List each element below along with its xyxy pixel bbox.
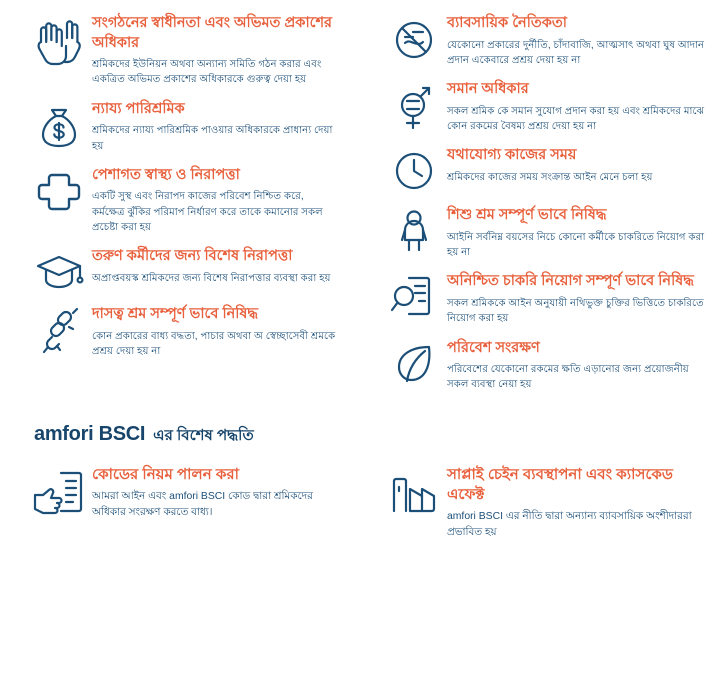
principle-desc: যেকোনো প্রকারের দুর্নীতি, চাঁদাবাজি, আত্মসাৎ অথবা ঘুষ আদান প্রদান একেবারে প্রশ্রয় দেয়া হয় না [447, 39, 705, 66]
principle-item [0, 160, 355, 241]
method-text [90, 465, 345, 520]
principle-item [355, 333, 724, 399]
method-title: কোডের নিয়ম পালন করা [92, 465, 239, 483]
leaf-icon [383, 339, 445, 387]
principle-title: পরিবেশ সংরক্ষণ [447, 339, 540, 356]
principle-title: পেশাগত স্বাস্থ্য ও নিরাপত্তা [92, 166, 240, 183]
principle-title: যথাযোগ্য কাজের সময় [447, 147, 577, 164]
principle-text [445, 339, 714, 393]
brand-label: amfori BSCI [34, 422, 146, 445]
principle-text [90, 14, 345, 88]
principle-desc: অপ্রাপ্তবয়স্ক শ্রমিকদের জন্য বিশেষ নিরাপত্তার ব্যবস্থা করা হয় [92, 272, 331, 284]
principle-desc: শ্রমিকদের ইউনিয়ন অথবা অন্যান্য সমিতি গঠন করার এবং একত্রিত অভিমত প্রকাশের অধিকারকে গুরুত্ব দেয়া হয় [92, 59, 322, 86]
principle-text [445, 206, 714, 260]
clock-icon [383, 146, 445, 194]
principle-item [355, 8, 724, 74]
principle-text [445, 146, 658, 185]
principle-title: তরুণ কর্মীদের জন্য বিশেষ নিরাপত্তা [92, 248, 293, 265]
principle-desc: পরিবেশের যেকোনো রকমের ক্ষতি এড়ানোর জন্য প্রয়োজনীয় সকল ব্যবস্থা নেয়া হয় [447, 364, 689, 391]
principle-item [355, 140, 724, 200]
principle-title: সংগঠনের স্বাধীনতা এবং অভিমত প্রকাশের অধিকার [92, 15, 333, 51]
method-item [355, 455, 724, 547]
principle-item [355, 266, 724, 332]
section-heading-suffix: এর বিশেষ পদ্ধতি [153, 426, 254, 444]
principle-desc: সকল শ্রমিক কে সমান সুযোগ প্রদান করা হয় এবং শ্রমিকদের মাঝে কোন রকমের বৈষম্য প্রশ্রয় দেয়া হয় না [447, 105, 705, 133]
principle-title: শিশু শ্রম সম্পূর্ণ ভাবে নিষিদ্ধ [447, 207, 607, 224]
principle-title: সমান অধিকার [447, 81, 529, 98]
broken-chain-icon [28, 305, 90, 361]
method-title: সাপ্লাই চেইন ব্যবস্থাপনা এবং ক্যাসকেড এফেক্ট [447, 465, 673, 504]
principle-text [445, 80, 714, 134]
principle-title: দাসত্ব শ্রম সম্পূর্ণ ভাবে নিষিদ্ধ [92, 306, 259, 323]
child-icon [383, 206, 445, 256]
principle-desc: আইনি সর্বনিম্ন বয়সের নিচে কোনো কর্মীকে চাকরিতে নিয়োগ করা হয় না [447, 231, 705, 259]
principle-desc: একটি সুস্থ এবং নিরাপদ কাজের পরিবেশ নিশ্চিত করে, কর্মক্ষেত্র ঝুঁকির পরিমাপ নির্ধারণ করে তাকে কমানোর সকল প্রচেষ্টা করা হয় [92, 191, 323, 234]
magnifier-document-icon [383, 272, 445, 324]
method-text [445, 465, 714, 541]
method-item [0, 455, 355, 547]
method-desc: amfori BSCI এর নীতি দ্বারা অন্যান্য ব্যাবসায়িক অংশীদাররা প্রভাবিত হয় [447, 511, 692, 538]
principle-text [90, 166, 345, 235]
principle-item [0, 241, 355, 299]
principle-desc: সকল শ্রমিককে আইন অনুযায়ী নথিভুক্ত চুক্তির ভিত্তিতে চাকরিতে নিয়োগ করা হয় [447, 298, 704, 325]
principle-item [355, 74, 724, 140]
principle-item [0, 8, 355, 94]
principle-desc: কোন প্রকারের বাধ্য বদ্ধতা, পাচার অথবা অ স্বেচ্ছাসেবী শ্রমকে প্রশ্রয় দেয়া হয় না [92, 330, 336, 358]
method-desc: আমরা আইন এবং amfori BSCI কোড দ্বারা শ্রমিকদের অধিকার সংরক্ষণ করতে বাধ্য। [92, 491, 313, 518]
principle-item [0, 94, 355, 160]
section-heading [0, 399, 724, 455]
principle-title: ব্যাবসায়িক নৈতিকতা [447, 15, 567, 31]
no-corruption-icon [383, 14, 445, 64]
principle-text [445, 14, 714, 68]
money-bag-icon [28, 100, 90, 152]
right-column [355, 8, 724, 399]
principle-title: ন্যায্য পারিশ্রমিক [92, 100, 185, 117]
principle-text [90, 100, 345, 154]
principle-item [355, 200, 724, 266]
left-column [0, 8, 355, 399]
hand-document-icon [28, 465, 90, 517]
raised-hands-icon [28, 14, 90, 68]
special-methods-grid [0, 455, 724, 547]
graduation-cap-icon [28, 247, 90, 293]
principle-text [90, 247, 337, 286]
principle-text [445, 272, 714, 326]
factory-icon [383, 465, 445, 517]
principle-item [0, 299, 355, 367]
medical-cross-icon [28, 166, 90, 216]
gender-equality-icon [383, 80, 445, 134]
principle-desc: শ্রমিকদের কাজের সময় সংক্রান্ত আইন মেনে চলা হয় [447, 171, 653, 183]
principle-text [90, 305, 345, 359]
principle-title: অনিশ্চিত চাকরি নিয়োগ সম্পূর্ণ ভাবে নিষিদ্ধ [447, 273, 694, 290]
principle-desc: শ্রমিকদের ন্যায্য পারিশ্রমিক পাওয়ার অধিকারকে প্রাধান্য দেয়া হয় [92, 125, 333, 152]
